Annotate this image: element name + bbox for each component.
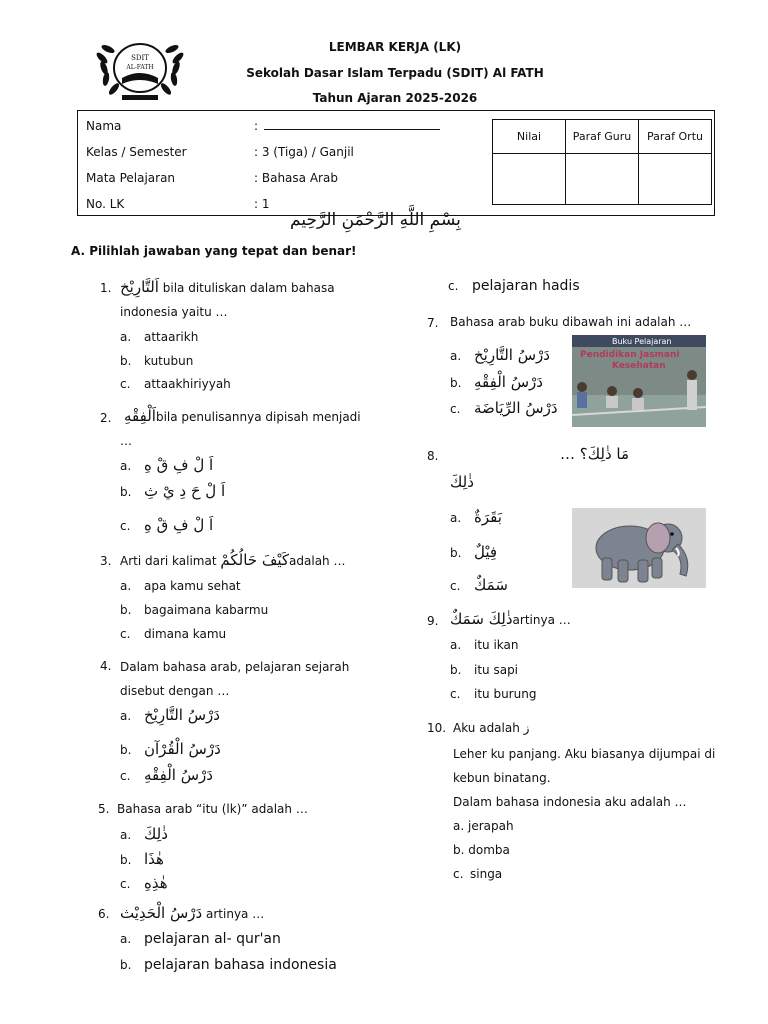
q1-option-b[interactable]: b. kutubun bbox=[120, 354, 194, 368]
q6-number: 6. bbox=[98, 907, 110, 921]
q8-question-arabic: مَا ذٰلِكَ؟ … bbox=[560, 445, 629, 463]
paraf-ortu-cell[interactable] bbox=[639, 154, 712, 205]
q3-option-b[interactable]: b. bagaimana kabarmu bbox=[120, 603, 269, 617]
school-logo bbox=[92, 38, 188, 102]
q10-clue-2: kebun binatang. bbox=[453, 771, 551, 785]
q7-option-b[interactable]: b. دَرْسُ الْفِقْهِ bbox=[450, 373, 543, 391]
q5-option-c[interactable]: c. هٰذِهِ bbox=[120, 874, 168, 892]
basmalah: بِسْمِ اللَّهِ الرَّحْمَنِ الرَّحِيم bbox=[290, 210, 461, 230]
svg-text:Pendidikan Jasmani: Pendidikan Jasmani bbox=[580, 350, 680, 360]
school-name: Sekolah Dasar Islam Terpadu (SDIT) Al FATH bbox=[246, 66, 544, 80]
svg-text:SDIT: SDIT bbox=[131, 54, 149, 62]
q4-option-a[interactable]: a. دَرْسُ التَّارِيْخ bbox=[120, 706, 220, 724]
q10-option-a[interactable]: a. jerapah bbox=[453, 819, 514, 833]
q7-option-c[interactable]: c. دَرْسُ الرِّيَاضَة bbox=[450, 399, 558, 417]
name-field-line[interactable] bbox=[264, 129, 440, 130]
q5-option-b[interactable]: b. هٰذَا bbox=[120, 850, 164, 868]
q4-option-b[interactable]: b. دَرْسُ الْقُرْآن bbox=[120, 740, 221, 758]
q6-option-a[interactable]: a. pelajaran al- qur'an bbox=[120, 931, 281, 947]
q4-number: 4. bbox=[100, 659, 112, 673]
q9-option-c[interactable]: c. itu burung bbox=[450, 687, 537, 701]
q10-text: Aku adalah ز bbox=[453, 721, 530, 735]
q3-text: Arti dari kalimat كَيْفَ حَالُكُمْadalah … bbox=[120, 551, 346, 569]
info-label-nolk: No. LK bbox=[86, 197, 125, 211]
q5-text: Bahasa arab “itu (lk)” adalah … bbox=[117, 802, 308, 816]
q10-clue-1: Leher ku panjang. Aku biasanya dijumpai di bbox=[453, 747, 716, 761]
q3-number: 3. bbox=[100, 554, 112, 568]
q7-text: Bahasa arab buku dibawah ini adalah … bbox=[450, 315, 692, 329]
section-title: A. Pilihlah jawaban yang tepat dan benar! bbox=[71, 244, 357, 258]
signature-table bbox=[492, 119, 712, 205]
q8-option-c[interactable]: c. سَمَكٌ bbox=[450, 576, 508, 594]
q1-text: اَلتَّارِيْخ bila dituliskan dalam bahasa bbox=[120, 278, 335, 296]
nilai-cell[interactable] bbox=[493, 154, 566, 205]
q5-number: 5. bbox=[98, 802, 110, 816]
paraf-guru-cell[interactable] bbox=[566, 154, 639, 205]
q2-arabic: اَلْفِقْهِ bbox=[124, 407, 156, 425]
q9-option-a[interactable]: a. itu ikan bbox=[450, 638, 519, 652]
q4-text: Dalam bahasa arab, pelajaran sejarah bbox=[120, 660, 350, 674]
q8-option-a[interactable]: a. بَقَرَةٌ bbox=[450, 508, 502, 526]
q8-option-b[interactable]: b. فِيْلٌ bbox=[450, 543, 498, 561]
info-label-mapel: Mata Pelajaran bbox=[86, 171, 176, 185]
q3-option-c[interactable]: c. dimana kamu bbox=[120, 627, 227, 641]
q4-option-c[interactable]: c. دَرْسُ الْفِقْهِ bbox=[120, 766, 213, 784]
q2-option-c[interactable]: c. اَ لْ فِ قْ هِ bbox=[120, 516, 214, 534]
q10-clue-3: Dalam bahasa indonesia aku adalah … bbox=[453, 795, 687, 809]
q7-option-a[interactable]: a. دَرْسُ التَّارِيْخ bbox=[450, 346, 550, 364]
svg-text:Kesehatan: Kesehatan bbox=[612, 361, 666, 371]
q9-option-b[interactable]: b. itu sapi bbox=[450, 663, 519, 677]
student-info-box bbox=[77, 110, 715, 216]
info-value-nolk: : 1 bbox=[254, 197, 270, 211]
q2-option-b[interactable]: b. اَ لْ حَ دِ يْ ثِ bbox=[120, 482, 226, 500]
q3-arabic: كَيْفَ حَالُكُمْ bbox=[220, 551, 290, 569]
svg-text:Buku Pelajaran: Buku Pelajaran bbox=[612, 337, 672, 346]
q6-option-c[interactable]: c. pelajaran hadis bbox=[448, 278, 580, 294]
q1-option-a[interactable]: a. attaarikh bbox=[120, 330, 199, 344]
q1-option-c[interactable]: c. attaakhiriyyah bbox=[120, 377, 231, 391]
paraf-ortu-header: Paraf Ortu bbox=[639, 120, 712, 154]
info-value-nama: : bbox=[254, 119, 259, 133]
q8-number: 8. bbox=[427, 449, 439, 463]
elephant-image bbox=[572, 508, 706, 588]
q2-number: 2. bbox=[100, 411, 112, 425]
info-value-kelas: : 3 (Tiga) / Ganjil bbox=[254, 145, 354, 159]
academic-year: Tahun Ajaran 2025-2026 bbox=[312, 91, 478, 105]
q2-text-2: … bbox=[120, 434, 132, 448]
q1-text-2: indonesia yaitu … bbox=[120, 305, 228, 319]
q6-arabic: دَرْسُ الْحَدِيْث bbox=[120, 904, 203, 922]
q2-text: اَلْفِقْهِbila penulisannya dipisah menjadi bbox=[124, 407, 361, 425]
q10-number: 10. bbox=[427, 721, 447, 735]
q5-option-a[interactable]: a. ذٰلِكَ bbox=[120, 825, 168, 843]
nilai-header: Nilai bbox=[493, 120, 566, 154]
book-cover-image bbox=[572, 335, 706, 427]
q8-subject-arabic: ذٰلِكَ bbox=[450, 473, 474, 491]
q1-arabic: اَلتَّارِيْخ bbox=[120, 278, 159, 296]
q1-number: 1. bbox=[100, 281, 112, 295]
q9-arabic: ذٰلِكَ سَمَكٌ bbox=[450, 610, 513, 628]
q4-text-2: disebut dengan … bbox=[120, 684, 230, 698]
q10-option-c[interactable]: c. singa bbox=[453, 867, 503, 881]
info-label-kelas: Kelas / Semester bbox=[86, 145, 187, 159]
q6-option-b[interactable]: b. pelajaran bahasa indonesia bbox=[120, 957, 337, 973]
svg-text:AL-FATH: AL-FATH bbox=[126, 64, 154, 71]
worksheet-title: LEMBAR KERJA (LK) bbox=[328, 40, 462, 54]
q6-text: دَرْسُ الْحَدِيْث artinya … bbox=[120, 904, 265, 922]
info-label-nama: Nama bbox=[86, 119, 122, 133]
q10-option-b[interactable]: b. domba bbox=[453, 843, 510, 857]
q2-option-a[interactable]: a. اَ لْ فِ قْ هِ bbox=[120, 456, 214, 474]
q9-number: 9. bbox=[427, 614, 439, 628]
q3-option-a[interactable]: a. apa kamu sehat bbox=[120, 579, 241, 593]
info-value-mapel: : Bahasa Arab bbox=[254, 171, 338, 185]
paraf-guru-header: Paraf Guru bbox=[566, 120, 639, 154]
q7-number: 7. bbox=[427, 316, 439, 330]
q9-text: ذٰلِكَ سَمَكٌartinya … bbox=[450, 610, 571, 628]
